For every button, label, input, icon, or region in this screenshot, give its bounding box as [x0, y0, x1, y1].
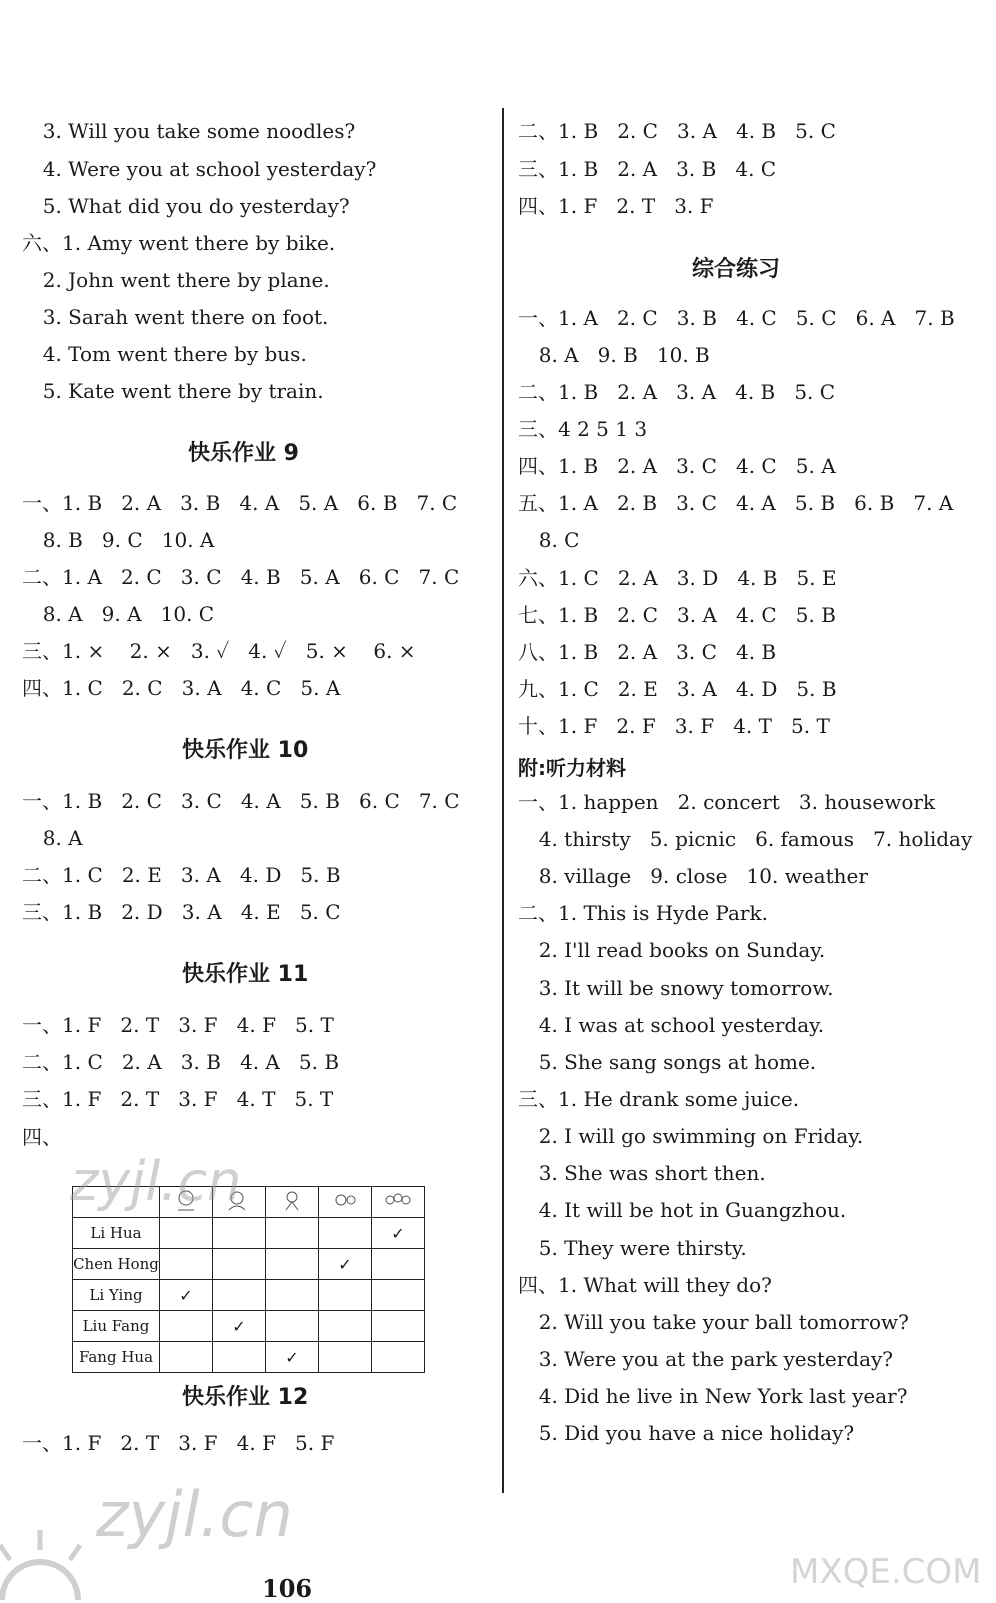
answer-line: 四、1. C 2. C 3. A 4. C 5. A — [22, 676, 341, 700]
answer-line: 四、1. B 2. A 3. C 4. C 5. A — [518, 454, 836, 478]
table-cell — [266, 1280, 319, 1311]
sun-decoration-icon — [0, 1490, 90, 1600]
text-line: 3. Were you at the park yesterday? — [526, 1347, 894, 1371]
text-line: 5. She sang songs at home. — [526, 1050, 817, 1074]
answer-line: 8. B 9. C 10. A — [30, 528, 215, 552]
answer-line: 一、1. A 2. C 3. B 4. C 5. C 6. A 7. B — [518, 306, 955, 330]
text-line: 三、1. He drank some juice. — [518, 1087, 800, 1111]
section-heading: 综合练习 — [692, 257, 781, 282]
appendix-heading: 附:听力材料 — [518, 756, 626, 780]
section-heading: 快乐作业 9 — [188, 441, 299, 466]
section-heading: 快乐作业 11 — [182, 962, 309, 987]
text-line: 3. It will be snowy tomorrow. — [526, 976, 834, 1000]
answer-line: 三、1. B 2. D 3. A 4. E 5. C — [22, 900, 341, 924]
table-cell — [213, 1342, 266, 1373]
table-cell — [160, 1342, 213, 1373]
answer-line: 五、1. A 2. B 3. C 4. A 5. B 6. B 7. A — [518, 491, 954, 515]
table-cell — [160, 1218, 213, 1249]
text-line: 二、1. This is Hyde Park. — [518, 901, 768, 925]
answer-line: 二、1. C 2. E 3. A 4. D 5. B — [22, 863, 341, 887]
table-cell — [372, 1342, 425, 1373]
answer-line: 二、1. B 2. A 3. A 4. B 5. C — [518, 380, 836, 404]
page-number: 106 — [262, 1574, 313, 1603]
text-line: 六、1. Amy went there by bike. — [22, 231, 336, 255]
answer-line: 二、1. B 2. C 3. A 4. B 5. C — [518, 119, 836, 143]
picture-cell — [372, 1187, 425, 1218]
table-cell — [213, 1218, 266, 1249]
answer-line: 八、1. B 2. A 3. C 4. B — [518, 640, 777, 664]
text-line: 4. Were you at school yesterday? — [30, 157, 377, 181]
table-row — [73, 1311, 425, 1342]
answer-line: 一、1. F 2. T 3. F 4. F 5. F — [22, 1431, 335, 1455]
table-cell — [372, 1249, 425, 1280]
text-line: 5. What did you do yesterday? — [30, 194, 350, 218]
answer-line: 三、4 2 5 1 3 — [518, 417, 648, 441]
table-row — [73, 1249, 425, 1280]
name-cell: Li Hua — [73, 1218, 160, 1249]
answer-line: 十、1. F 2. F 3. F 4. T 5. T — [518, 714, 830, 738]
table-cell — [266, 1218, 319, 1249]
watermark-logo: zyjl.cn — [70, 1150, 242, 1213]
check-mark: ✓ — [266, 1342, 319, 1373]
name-cell: Fang Hua — [73, 1342, 160, 1373]
text-line: 4. It will be hot in Guangzhou. — [526, 1198, 847, 1222]
check-mark: ✓ — [160, 1280, 213, 1311]
answer-table — [72, 1186, 425, 1373]
section-heading: 快乐作业 10 — [182, 738, 309, 763]
column-divider — [502, 108, 504, 1493]
answer-line: 七、1. B 2. C 3. A 4. C 5. B — [518, 603, 836, 627]
answer-line: 九、1. C 2. E 3. A 4. D 5. B — [518, 677, 837, 701]
name-cell: Liu Fang — [73, 1311, 160, 1342]
answer-line: 一、1. B 2. C 3. C 4. A 5. B 6. C 7. C — [22, 789, 460, 813]
table-cell — [319, 1342, 372, 1373]
text-line: 8. village 9. close 10. weather — [526, 864, 868, 888]
check-mark: ✓ — [319, 1249, 372, 1280]
table-cell — [372, 1311, 425, 1342]
table-cell — [372, 1280, 425, 1311]
text-line: 4. Did he live in New York last year? — [526, 1384, 908, 1408]
text-line: 4. I was at school yesterday. — [526, 1013, 825, 1037]
text-line: 5. Did you have a nice holiday? — [526, 1421, 855, 1445]
table-cell — [266, 1311, 319, 1342]
text-line: 3. Will you take some noodles? — [30, 119, 356, 143]
text-line: 2. Will you take your ball tomorrow? — [526, 1310, 909, 1334]
answer-line: 8. A 9. B 10. B — [526, 343, 710, 367]
table-row — [73, 1280, 425, 1311]
table-cell — [160, 1249, 213, 1280]
watermark-logo-bottom: zyjl.cn — [96, 1478, 293, 1551]
answer-line: 六、1. C 2. A 3. D 4. B 5. E — [518, 566, 837, 590]
answer-line: 二、1. C 2. A 3. B 4. A 5. B — [22, 1050, 340, 1074]
text-line: 3. She was short then. — [526, 1161, 766, 1185]
text-line: 四、1. What will they do? — [518, 1273, 772, 1297]
answer-line: 8. C — [526, 528, 580, 552]
answer-line: 三、1. × 2. × 3. ✓ 4. ✓ 5. × 6. × — [22, 639, 416, 663]
animal-picture-icon — [325, 1188, 365, 1212]
answer-line: 三、1. F 2. T 3. F 4. T 5. T — [22, 1087, 334, 1111]
watermark-site: MXQE.COM — [790, 1552, 982, 1592]
text-line: 4. thirsty 5. picnic 6. famous 7. holiday — [526, 827, 973, 851]
picture-cell — [266, 1187, 319, 1218]
table-cell — [160, 1311, 213, 1342]
person-picture-icon — [272, 1188, 312, 1212]
group-picture-icon — [378, 1188, 418, 1212]
table-cell — [319, 1280, 372, 1311]
answer-line: 8. A 9. A 10. C — [30, 602, 215, 626]
text-line: 一、1. happen 2. concert 3. housework — [518, 790, 936, 814]
text-line: 5. Kate went there by train. — [30, 379, 324, 403]
name-cell: Li Ying — [73, 1280, 160, 1311]
table-cell — [319, 1218, 372, 1249]
answer-line: 8. A — [30, 826, 83, 850]
table-row — [73, 1342, 425, 1373]
answer-line: 四、1. F 2. T 3. F — [518, 194, 714, 218]
text-line: 2. I will go swimming on Friday. — [526, 1124, 864, 1148]
answer-line: 一、1. F 2. T 3. F 4. F 5. T — [22, 1013, 334, 1037]
text-line: 5. They were thirsty. — [526, 1236, 747, 1260]
table-cell — [213, 1280, 266, 1311]
table-cell — [213, 1249, 266, 1280]
answer-line: 一、1. B 2. A 3. B 4. A 5. A 6. B 7. C — [22, 491, 458, 515]
table-cell — [319, 1311, 372, 1342]
answer-line: 四、 — [22, 1125, 62, 1149]
text-line: 3. Sarah went there on foot. — [30, 305, 329, 329]
text-line: 4. Tom went there by bus. — [30, 342, 307, 366]
check-mark: ✓ — [372, 1218, 425, 1249]
table-cell — [266, 1249, 319, 1280]
check-mark: ✓ — [213, 1311, 266, 1342]
table-row — [73, 1218, 425, 1249]
name-cell: Chen Hong — [73, 1249, 160, 1280]
answer-line: 二、1. A 2. C 3. C 4. B 5. A 6. C 7. C — [22, 565, 460, 589]
section-heading: 快乐作业 12 — [182, 1385, 309, 1410]
answer-line: 三、1. B 2. A 3. B 4. C — [518, 157, 777, 181]
text-line: 2. John went there by plane. — [30, 268, 330, 292]
text-line: 2. I'll read books on Sunday. — [526, 938, 826, 962]
picture-cell — [319, 1187, 372, 1218]
